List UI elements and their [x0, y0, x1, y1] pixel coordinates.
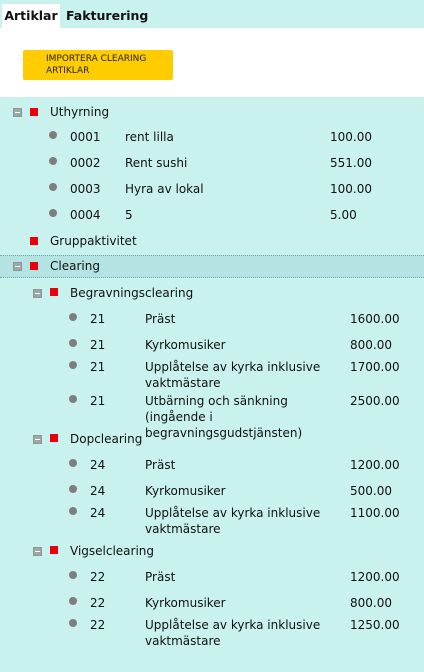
article-code: 22 — [90, 570, 106, 584]
article-price: 100.00 — [330, 182, 372, 196]
article-code: 22 — [90, 618, 106, 632]
article-name: Präst — [145, 458, 176, 472]
article-row[interactable] — [0, 593, 424, 615]
item-dot-icon — [69, 395, 77, 403]
article-code: 21 — [90, 312, 106, 326]
article-row[interactable] — [0, 615, 424, 651]
import-clearing-button[interactable] — [23, 50, 173, 80]
collapse-icon[interactable] — [33, 547, 42, 556]
tree-node-clearing[interactable] — [0, 255, 424, 278]
article-name: rent lilla — [125, 130, 174, 144]
article-name: Utbärning och sänkning (ingående i begravningsgudstjänsten) — [145, 394, 303, 440]
tab-fakturering[interactable]: Fakturering — [66, 8, 149, 23]
article-name: Upplåtelse av kyrka inklusive vaktmästare — [145, 506, 321, 536]
article-row[interactable] — [0, 205, 424, 227]
article-code: 21 — [90, 338, 106, 352]
tree-node-vigselclearing[interactable] — [0, 541, 424, 561]
article-code: 0004 — [70, 208, 101, 222]
article-code: 0002 — [70, 156, 101, 170]
article-price: 800.00 — [350, 338, 392, 352]
article-code: 0001 — [70, 130, 101, 144]
item-dot-icon — [69, 571, 77, 579]
article-name: Kyrkomusiker — [145, 596, 226, 610]
collapse-icon[interactable] — [13, 262, 22, 271]
article-price: 1200.00 — [350, 570, 400, 584]
article-code: 21 — [90, 394, 106, 408]
node-label: Gruppaktivitet — [50, 234, 137, 248]
article-code: 24 — [90, 506, 106, 520]
item-dot-icon — [69, 313, 77, 321]
category-marker-icon — [50, 546, 58, 554]
tab-artiklar[interactable]: Artiklar — [2, 4, 60, 28]
item-dot-icon — [49, 157, 57, 165]
article-price: 1200.00 — [350, 458, 400, 472]
category-marker-icon — [30, 262, 38, 270]
article-name: Kyrkomusiker — [145, 338, 226, 352]
article-row[interactable] — [0, 481, 424, 503]
tree-node-begravningsclearing[interactable] — [0, 283, 424, 303]
item-dot-icon — [49, 131, 57, 139]
article-code: 22 — [90, 596, 106, 610]
article-price: 800.00 — [350, 596, 392, 610]
tab-bar — [0, 0, 424, 28]
article-price: 1600.00 — [350, 312, 400, 326]
article-row[interactable] — [0, 309, 424, 331]
item-dot-icon — [69, 619, 77, 627]
item-dot-icon — [49, 209, 57, 217]
category-marker-icon — [30, 237, 38, 245]
article-price: 500.00 — [350, 484, 392, 498]
article-tree — [0, 97, 424, 672]
article-price: 1100.00 — [350, 506, 400, 520]
collapse-icon[interactable] — [13, 108, 22, 117]
item-dot-icon — [69, 339, 77, 347]
article-name: Upplåtelse av kyrka inklusive vaktmästare — [145, 618, 321, 648]
item-dot-icon — [69, 507, 77, 515]
article-code: 0003 — [70, 182, 101, 196]
node-label: Uthyrning — [50, 105, 110, 119]
article-code: 24 — [90, 484, 106, 498]
article-row[interactable] — [0, 153, 424, 175]
tree-node-gruppaktivitet[interactable] — [0, 231, 424, 253]
category-marker-icon — [50, 434, 58, 442]
article-row[interactable] — [0, 503, 424, 539]
article-row[interactable] — [0, 357, 424, 393]
article-row[interactable] — [0, 335, 424, 357]
article-name: 5 — [125, 208, 133, 222]
article-code: 21 — [90, 360, 106, 374]
category-marker-icon — [50, 288, 58, 296]
item-dot-icon — [69, 459, 77, 467]
node-label: Dopclearing — [70, 432, 143, 446]
node-label: Begravningsclearing — [70, 286, 194, 300]
import-button-label-line2: ARTIKLAR — [46, 66, 90, 76]
tree-node-dopclearing[interactable] — [0, 429, 424, 449]
item-dot-icon — [69, 597, 77, 605]
article-row[interactable] — [0, 127, 424, 149]
article-name: Kyrkomusiker — [145, 484, 226, 498]
import-button-label-line1: IMPORTERA CLEARING — [46, 54, 147, 64]
article-row[interactable] — [0, 567, 424, 589]
article-name: Hyra av lokal — [125, 182, 204, 196]
article-price: 1700.00 — [350, 360, 400, 374]
item-dot-icon — [49, 183, 57, 191]
article-price: 100.00 — [330, 130, 372, 144]
article-name: Upplåtelse av kyrka inklusive vaktmästare — [145, 360, 321, 390]
article-price: 551.00 — [330, 156, 372, 170]
article-name: Präst — [145, 570, 176, 584]
node-label: Vigselclearing — [70, 544, 155, 558]
article-price: 1250.00 — [350, 618, 400, 632]
tree-node-uthyrning[interactable] — [0, 101, 424, 123]
article-name: Präst — [145, 312, 176, 326]
article-name: Rent sushi — [125, 156, 188, 170]
node-label: Clearing — [50, 259, 100, 273]
item-dot-icon — [69, 485, 77, 493]
item-dot-icon — [69, 361, 77, 369]
article-code: 24 — [90, 458, 106, 472]
category-marker-icon — [30, 108, 38, 116]
collapse-icon[interactable] — [33, 435, 42, 444]
article-price: 5.00 — [330, 208, 357, 222]
toolbar — [0, 28, 424, 97]
article-price: 2500.00 — [350, 394, 400, 408]
article-row[interactable] — [0, 455, 424, 477]
collapse-icon[interactable] — [33, 289, 42, 298]
article-row[interactable] — [0, 179, 424, 201]
